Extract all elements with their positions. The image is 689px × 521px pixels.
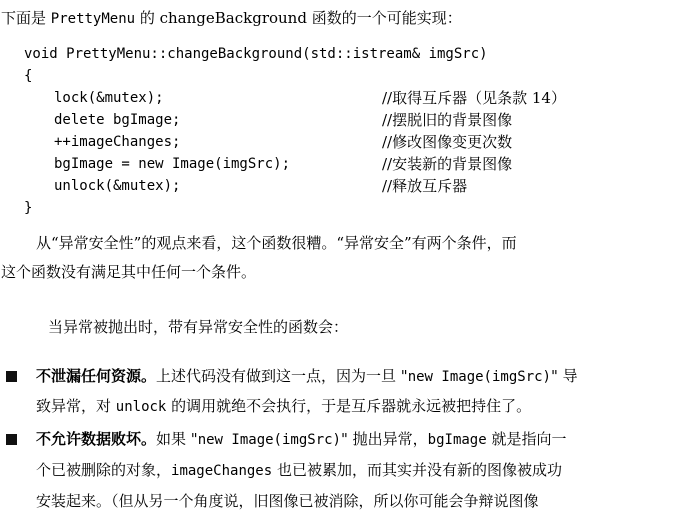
para1-line2: 这个函数没有满足其中任何一个条件。 (1, 263, 257, 281)
intro-prefix: 下面是 (1, 9, 51, 27)
bullet2-text: 个已被删除的对象， (36, 461, 172, 479)
bullet1-line1 (36, 366, 578, 387)
code-close-brace: } (24, 200, 33, 216)
bullet2-line1 (36, 429, 566, 450)
bullet2-code: imageChanges (171, 463, 273, 479)
bullet2-line3: 安装起来。（但从另一个角度说，旧图像已被消除，所以你可能会争辩说图像 (36, 492, 539, 510)
bullet-square (6, 434, 17, 445)
code-open-brace: { (24, 68, 33, 84)
code-line: ++imageChanges; (54, 134, 181, 150)
bullet1-text: 上述代码没有做到这一点，因为一旦 " (156, 367, 408, 385)
intro-middle: 的 changeBackground 函数的一个可能实现： (135, 9, 462, 27)
bullet2-code: bgImage (427, 432, 487, 448)
bullet1-text: " 导 (550, 367, 578, 385)
code-line: bgImage = new Image(imgSrc); (54, 156, 291, 172)
bullet2-text: 就是指向一 (486, 430, 567, 448)
code-comment: //摆脱旧的背景图像 (382, 111, 513, 129)
bullet1-title: 不泄漏任何资源。 (36, 367, 157, 385)
bullet1-text: 的调用就绝不会执行，于是互斥器就永远被把持住了。 (166, 397, 532, 415)
bullet2-text: 也已被累加，而其实并没有新的图像被成功 (272, 461, 562, 479)
code-signature: void PrettyMenu::changeBackground(std::istream& imgSrc) (24, 46, 488, 62)
code-line: unlock(&mutex); (54, 178, 181, 194)
code-line: delete bgImage; (54, 112, 181, 128)
code-comment: //取得互斥器（见条款 14） (382, 89, 566, 107)
intro-line (1, 8, 462, 29)
bullet1-line2 (36, 396, 531, 417)
bullet2-text: " 抛出异常， (340, 430, 428, 448)
intro-class-name: PrettyMenu (50, 11, 136, 27)
para2: 当异常被抛出时，带有异常安全性的函数会： (48, 318, 349, 336)
bullet2-code: new Image(imgSrc) (197, 432, 341, 448)
bullet1-code: unlock (115, 399, 167, 415)
bullet1-code: new Image(imgSrc) (407, 369, 551, 385)
bullet1-text: 致异常，对 (36, 397, 116, 415)
bullet2-title: 不允许数据败坏。 (36, 430, 157, 448)
para1-line1: 从“异常安全性”的观点来看，这个函数很糟。“异常安全”有两个条件，而 (36, 234, 517, 252)
code-comment: //修改图像变更次数 (382, 133, 513, 151)
code-comment: //释放互斥器 (382, 177, 468, 195)
code-line: lock(&mutex); (54, 90, 164, 106)
bullet2-text: 如果 " (156, 430, 198, 448)
bullet-square (6, 371, 17, 382)
code-comment: //安装新的背景图像 (382, 155, 513, 173)
bullet2-line2 (36, 460, 562, 481)
